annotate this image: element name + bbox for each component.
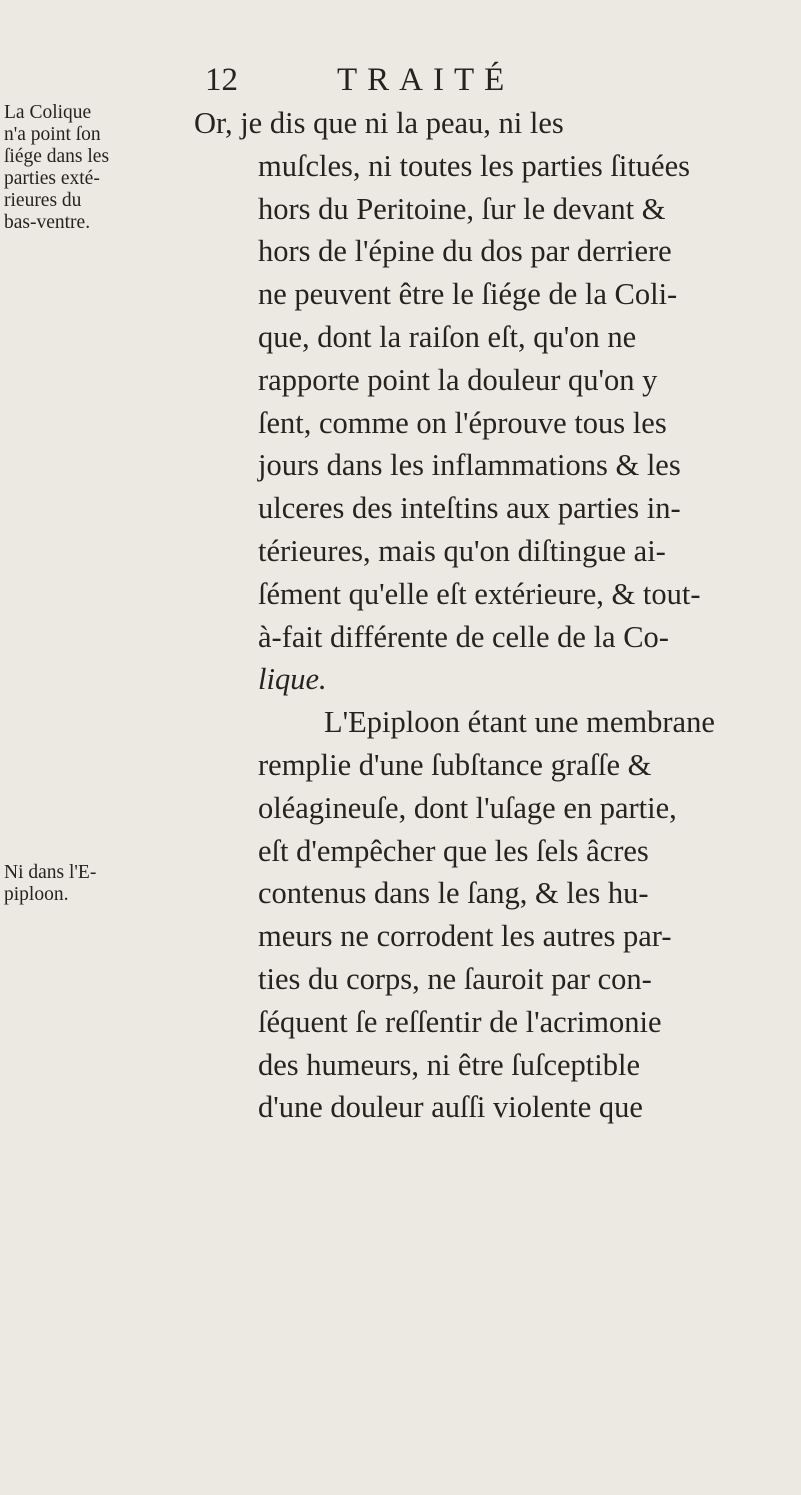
text-line: hors de l'épine du dos par derriere (258, 234, 672, 269)
margin-note-line: piploon. (4, 884, 69, 905)
text-line: jours dans les inflammations & les (258, 448, 681, 483)
text-line: térieures, mais qu'on diſtingue ai- (258, 533, 666, 568)
page-number: 12 (205, 62, 238, 98)
text-line: muſcles, ni toutes les parties ſituées (258, 148, 690, 183)
text-line: ties du corps, ne ſauroit par con- (258, 961, 652, 996)
text-line: remplie d'une ſubſtance graſſe & (258, 747, 652, 782)
running-title: TRAITÉ (337, 62, 515, 98)
text-line: L'Epiploon étant une membrane (324, 705, 715, 740)
text-line: à-fait différente de celle de la Co- (258, 619, 669, 654)
margin-note-line: n'a point ſon (4, 124, 101, 145)
margin-note-line: La Colique (4, 102, 92, 123)
margin-note-line: parties exté- (4, 168, 100, 189)
text-line: ſément qu'elle eſt extérieure, & tout- (258, 576, 701, 611)
text-line: que, dont la raiſon eſt, qu'on ne (258, 319, 637, 354)
text-line: ſent, comme on l'éprouve tous les (258, 405, 667, 440)
text-line: contenus dans le ſang, & les hu- (258, 876, 649, 911)
body-text (194, 102, 778, 1129)
text-line: rapporte point la douleur qu'on y (258, 362, 658, 397)
text-line: ſéquent ſe reſſentir de l'acrimonie (258, 1004, 662, 1039)
text-line: ulceres des inteſtins aux parties in- (258, 491, 681, 526)
text-line: meurs ne corrodent les autres par- (258, 919, 672, 954)
margin-note-line: Ni dans l'E- (4, 862, 97, 883)
text-line: des humeurs, ni être ſuſceptible (258, 1047, 640, 1082)
text-line: d'une douleur auſſi violente que (258, 1090, 643, 1125)
text-line: ne peuvent être le ſiége de la Coli- (258, 277, 678, 312)
margin-note-line: rieures du (4, 190, 82, 211)
margin-note-colique (4, 102, 130, 234)
text-line: eſt d'empêcher que les ſels âcres (258, 833, 649, 868)
margin-note-epiploon (4, 862, 130, 906)
text-line: oléagineuſe, dont l'uſage en partie, (258, 790, 677, 825)
margin-note-line: ſiége dans les (4, 146, 110, 167)
text-line: Or, je dis que ni la peau, ni les (194, 106, 564, 140)
text-line: hors du Peritoine, ſur le devant & (258, 191, 666, 226)
text-line: lique. (258, 662, 327, 697)
page-header (0, 62, 801, 106)
margin-note-line: bas-ventre. (4, 212, 91, 233)
